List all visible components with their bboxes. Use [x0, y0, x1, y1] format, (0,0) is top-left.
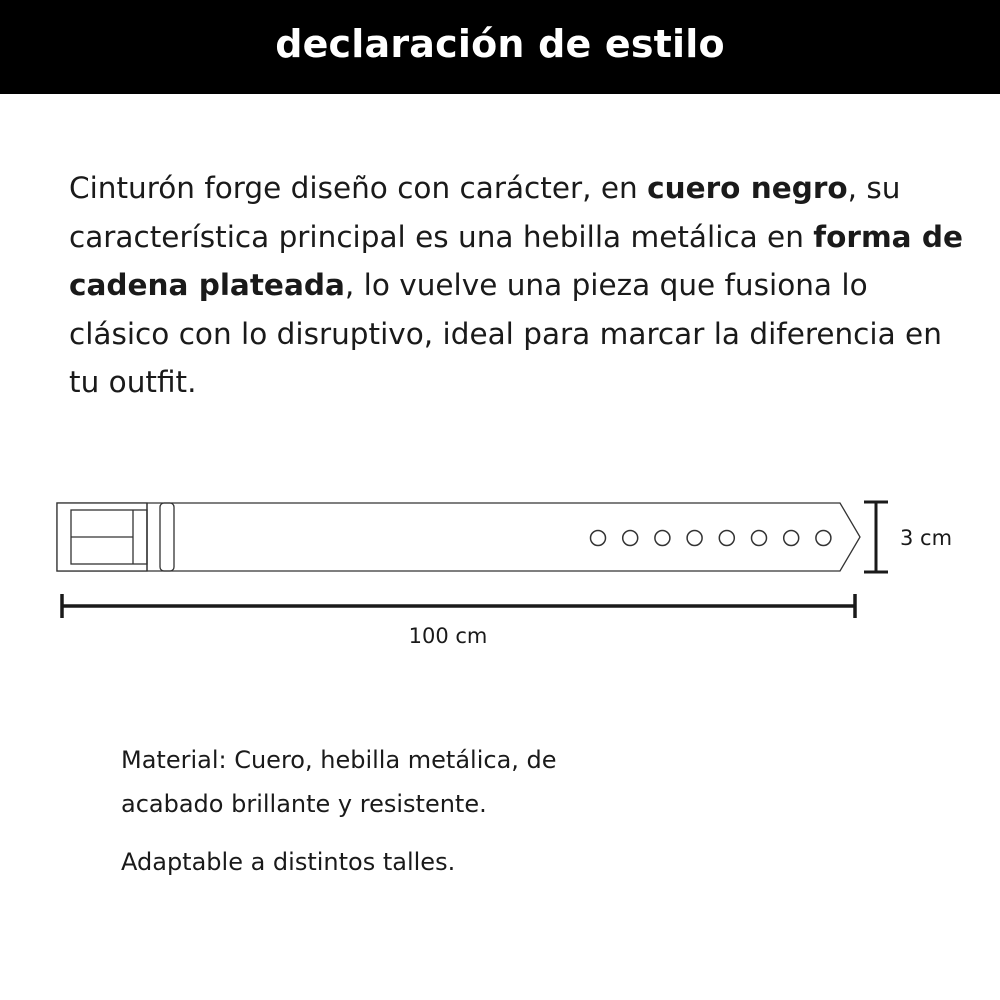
material-line-1: Material: Cuero, hebilla metálica, de — [121, 746, 557, 774]
page-title: declaración de estilo — [275, 22, 725, 66]
description-text-1: Cinturón forge diseño con carácter, en — [69, 171, 648, 205]
belt-hole — [655, 531, 670, 546]
material-info — [121, 738, 721, 826]
belt-hole — [591, 531, 606, 546]
belt-diagram — [0, 480, 1000, 670]
header-bar — [0, 0, 1000, 94]
description-bold-material: cuero negro — [647, 171, 848, 205]
description-bold-buckle: forma de cadena plateada — [69, 219, 963, 302]
width-indicator — [864, 502, 888, 572]
belt-strap — [57, 503, 860, 571]
description-text-3: , lo vuelve una pieza que fusiona lo clásico con lo disruptivo, ideal para marcar la diferencia en tu outfit. — [69, 268, 942, 399]
belt-hole — [752, 531, 767, 546]
description-text-2: , su característica principal es una hebilla metálica en — [69, 171, 901, 254]
material-line-2: acabado brillante y resistente. — [121, 790, 487, 818]
belt-hole — [687, 531, 702, 546]
belt-hole — [816, 531, 831, 546]
belt-illustration — [57, 503, 860, 571]
belt-hole — [719, 531, 734, 546]
product-details — [121, 738, 721, 884]
belt-keeper — [160, 503, 174, 571]
belt-hole — [623, 531, 638, 546]
width-label: 3 cm — [900, 526, 953, 550]
size-info: Adaptable a distintos talles. — [121, 848, 456, 876]
length-indicator — [62, 594, 855, 618]
product-description — [69, 164, 969, 407]
belt-holes — [591, 531, 831, 546]
length-label: 100 cm — [408, 624, 488, 648]
belt-hole — [784, 531, 799, 546]
